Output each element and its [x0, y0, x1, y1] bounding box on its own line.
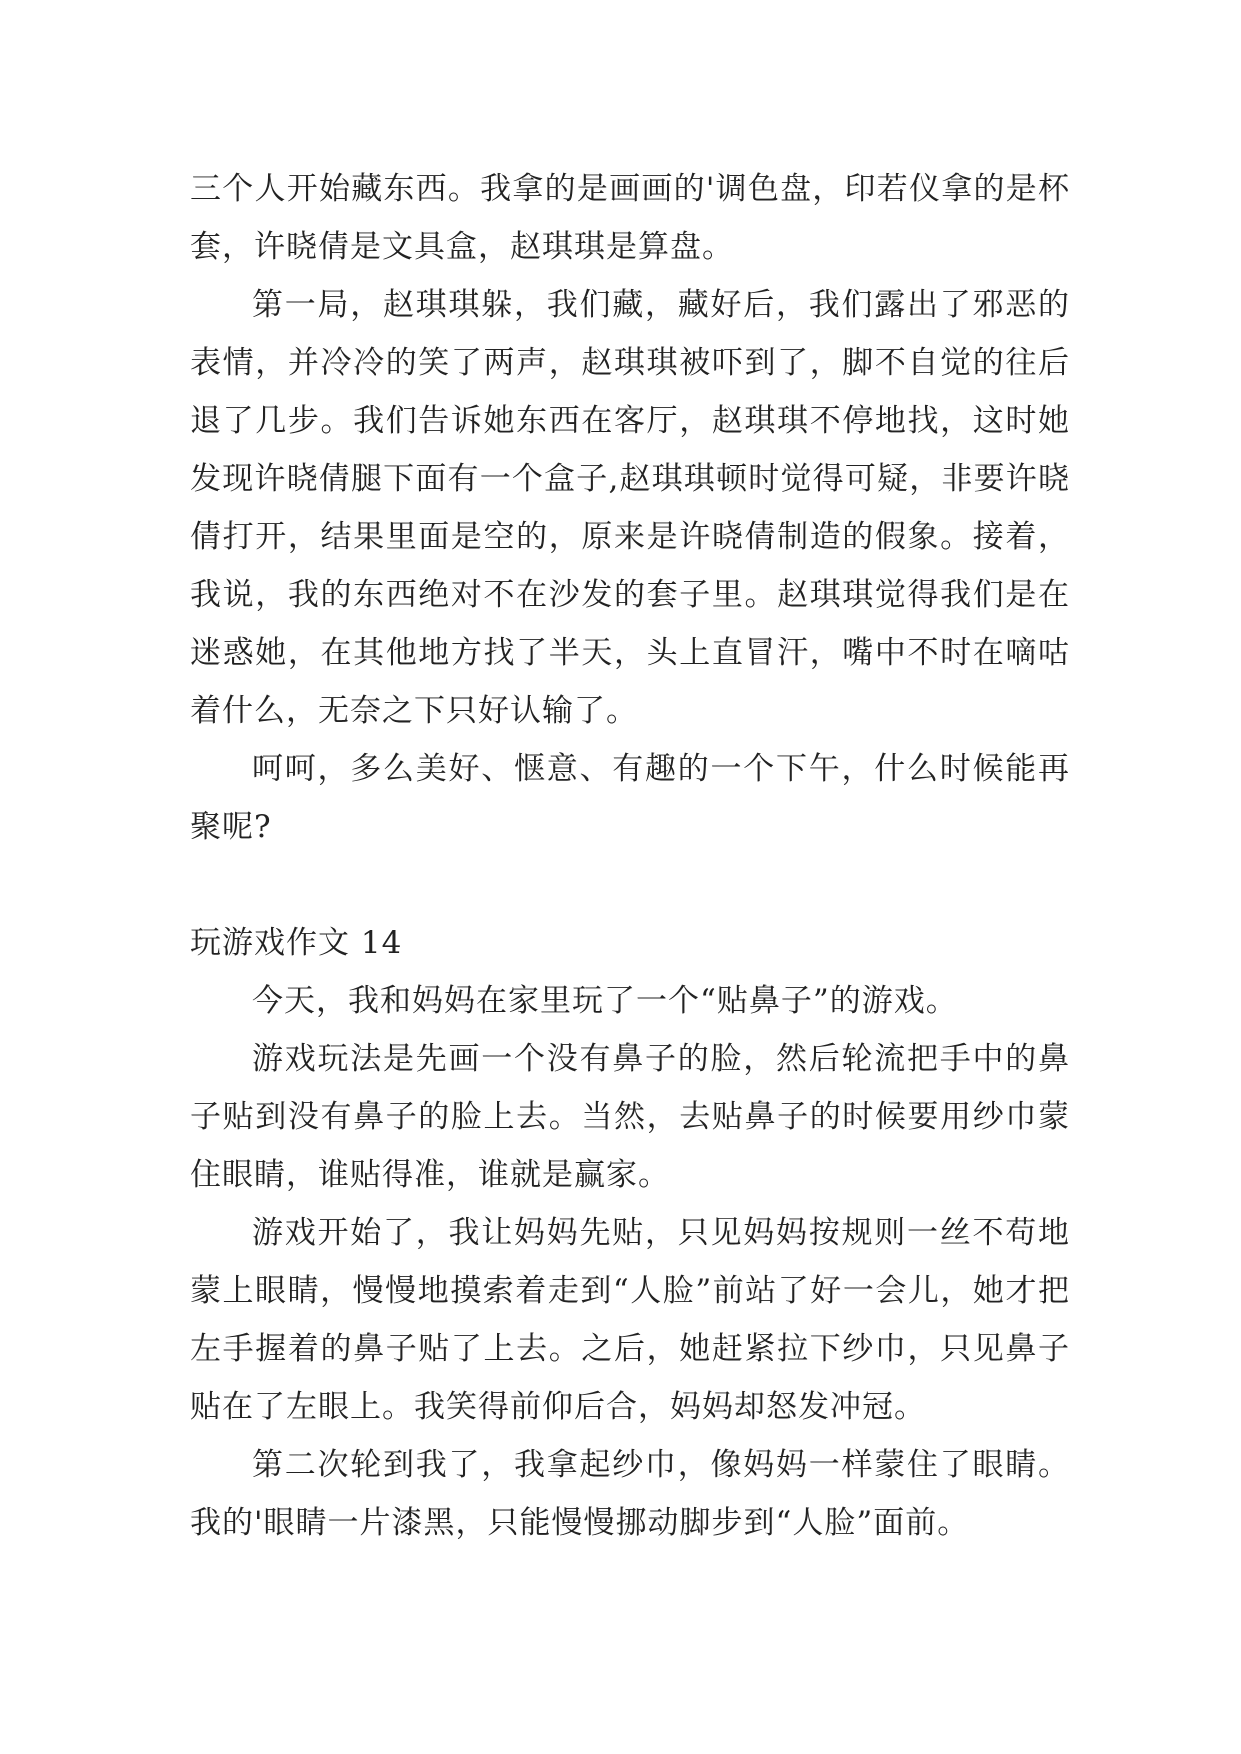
section-title: 玩游戏作文 14 — [190, 925, 403, 961]
document-body — [190, 160, 1070, 1552]
paragraph-mom-turn: 游戏开始了，我让妈妈先贴，只见妈妈按规则一丝不苟地蒙上眼睛，慢慢地摸索着走到“人脸”前站了好一会儿，她才把左手握着的鼻子贴了上去。之后，她赶紧拉下纱巾，只见鼻子贴在了左眼上。我笑得前仰后合，妈妈却怒发冲冠。 — [190, 1215, 1070, 1425]
paragraph-rules: 游戏玩法是先画一个没有鼻子的脸，然后轮流把手中的鼻子贴到没有鼻子的脸上去。当然，去贴鼻子的时候要用纱巾蒙住眼睛，谁贴得准，谁就是赢家。 — [190, 1041, 1070, 1193]
paragraph-my-turn: 第二次轮到我了，我拿起纱巾，像妈妈一样蒙住了眼睛。我的'眼睛一片漆黑，只能慢慢挪动脚步到“人脸”面前。 — [190, 1447, 1070, 1541]
paragraph-intro: 今天，我和妈妈在家里玩了一个“贴鼻子”的游戏。 — [252, 983, 958, 1019]
paragraph-first-round: 第一局，赵琪琪躲，我们藏，藏好后，我们露出了邪恶的表情，并冷冷的笑了两声，赵琪琪被吓到了，脚不自觉的往后退了几步。我们告诉她东西在客厅，赵琪琪不停地找，这时她发现许晓倩腿下面有一个盒子,赵琪琪顿时觉得可疑，非要许晓倩打开，结果里面是空的，原来是许晓倩制造的假象。接着，我说，我的东西绝对不在沙发的套子里。赵琪琪觉得我们是在迷惑她，在其他地方找了半天，头上直冒汗，嘴中不时在嘀咕着什么，无奈之下只好认输了。 — [190, 287, 1070, 729]
paragraph-closing: 呵呵，多么美好、惬意、有趣的一个下午，什么时候能再聚呢? — [190, 751, 1070, 845]
paragraph-continued: 三个人开始藏东西。我拿的是画画的'调色盘，印若仪拿的是杯套，许晓倩是文具盒，赵琪琪是算盘。 — [190, 171, 1070, 265]
